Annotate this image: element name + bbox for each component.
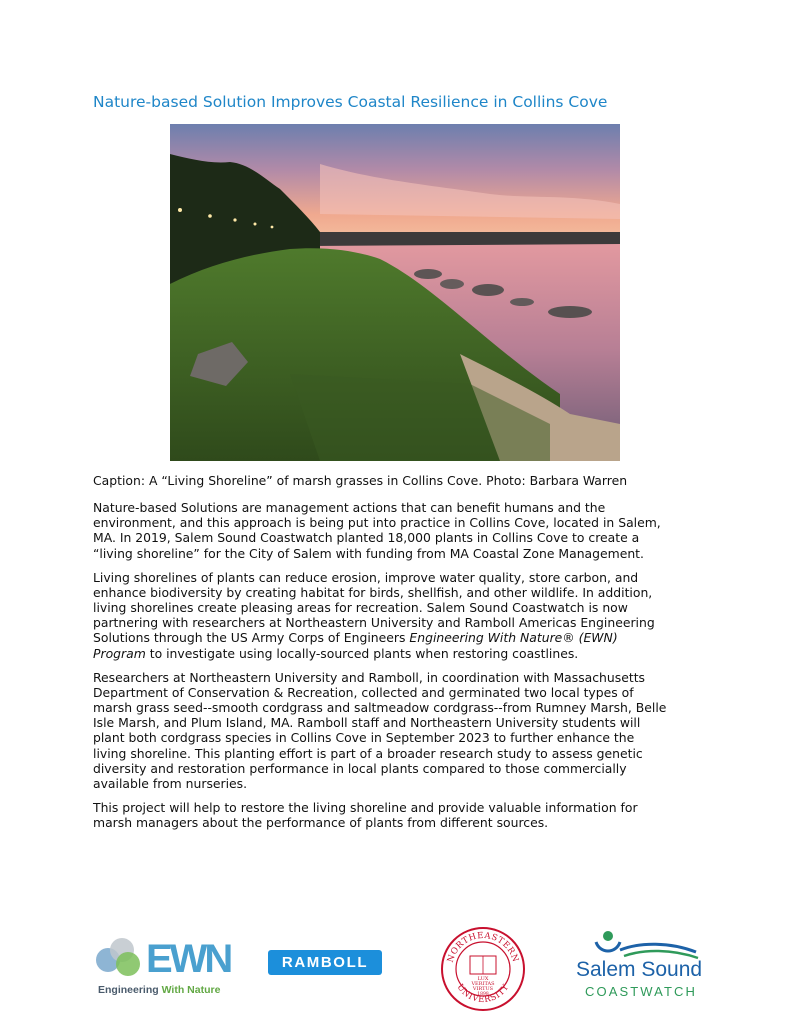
- text-line: living shorelines create pleasing areas for recreation. Salem Sound Coastwatch is now: [93, 600, 628, 616]
- text-line: [93, 646, 713, 661]
- photo-illustration: [170, 124, 620, 461]
- coastwatch-logo: [570, 928, 710, 1008]
- paragraph-3: [93, 670, 713, 792]
- ewn-logo: [94, 932, 234, 998]
- text-line: This project will help to restore the living shoreline and provide valuable information for: [93, 800, 638, 816]
- text-line: Department of Conservation & Recreation, collected and germinated two local types of: [93, 684, 634, 700]
- paragraph-2: [93, 570, 713, 661]
- text-line: plant both cordgrass species in Collins Cove in September 2023 to further enhance the: [93, 730, 635, 746]
- text-line: partnering with researchers at Northeastern University and Ramboll Americas Engineering: [93, 615, 655, 631]
- seal-motto-2: VERITAS: [471, 981, 495, 987]
- ewn-mark-text: EWN: [146, 937, 231, 981]
- seal-bottom-text: UNIVERSITY: [454, 982, 512, 1006]
- ramboll-logo: RAMBOLL: [268, 950, 382, 975]
- page-title: Nature-based Solution Improves Coastal Resilience in Collins Cove: [93, 93, 608, 111]
- ewn-program-name: Engineering With Nature® (EWN): [409, 630, 618, 646]
- paragraph-1: [93, 500, 713, 561]
- text-line: Nature-based Solutions are management actions that can benefit humans and the: [93, 500, 606, 515]
- northeastern-seal-icon: [440, 926, 526, 1012]
- text-segment: to investigate using locally-sourced plants when restoring coastlines.: [145, 645, 579, 661]
- text-line: available from nurseries.: [93, 776, 248, 792]
- ewn-tag-a: Engineering: [98, 984, 162, 996]
- shoreline-photo: [170, 124, 620, 461]
- seal-top-text: NORTHEASTERN: [445, 930, 521, 964]
- ewn-mark-icon: [94, 932, 234, 982]
- coastwatch-wave-icon: [570, 928, 710, 962]
- text-line: Researchers at Northeastern University and Ramboll, in coordination with Massachusetts: [93, 669, 646, 685]
- seal-motto-1: LUX: [477, 976, 489, 982]
- text-line: environment, and this approach is being put into practice in Collins Cove, located in Salem,: [93, 515, 661, 531]
- ewn-tag-b: With Nature: [161, 984, 221, 996]
- text-segment: Solutions through the US Army Corps of Engineers: [93, 630, 410, 646]
- text-line: Living shorelines of plants can reduce erosion, improve water quality, store carbon, and: [93, 569, 639, 585]
- northeastern-seal: [440, 926, 526, 1012]
- seal-motto-3: VIRTUS: [472, 986, 494, 992]
- photo-caption: Caption: A “Living Shoreline” of marsh grasses in Collins Cove. Photo: Barbara Warren: [93, 473, 628, 488]
- text-line: “living shoreline” for the City of Salem with funding from MA Coastal Zone Management.: [93, 545, 644, 561]
- coastwatch-sub: COASTWATCH: [585, 984, 697, 999]
- text-line: [93, 630, 713, 645]
- text-line: living shoreline. This planting effort is part of a broader research study to assess genetic: [93, 745, 643, 761]
- coastwatch-name: Salem Sound: [576, 958, 703, 981]
- paragraph-4: [93, 800, 713, 830]
- text-line: Isle Marsh, and Plum Island, MA. Ramboll staff and Northeastern University students will: [93, 715, 641, 731]
- text-line: diversity and restoration performance in local plants compared to those commercially: [93, 760, 627, 776]
- article-body: [93, 500, 713, 839]
- text-line: marsh grass seed--smooth cordgrass and saltmeadow cordgrass--from Rumney Marsh, Belle: [93, 700, 667, 716]
- ewn-program-name: Program: [93, 645, 146, 661]
- ewn-tagline: [98, 984, 220, 996]
- seal-year: 1898: [477, 992, 489, 997]
- text-line: MA. In 2019, Salem Sound Coastwatch planted 18,000 plants in Collins Cove to create a: [93, 530, 640, 546]
- text-line: enhance biodiversity by creating habitat for birds, shellfish, and other wildlife. In addition,: [93, 584, 653, 600]
- text-line: marsh managers about the performance of plants from different sources.: [93, 815, 549, 831]
- partner-logos: [0, 920, 791, 1024]
